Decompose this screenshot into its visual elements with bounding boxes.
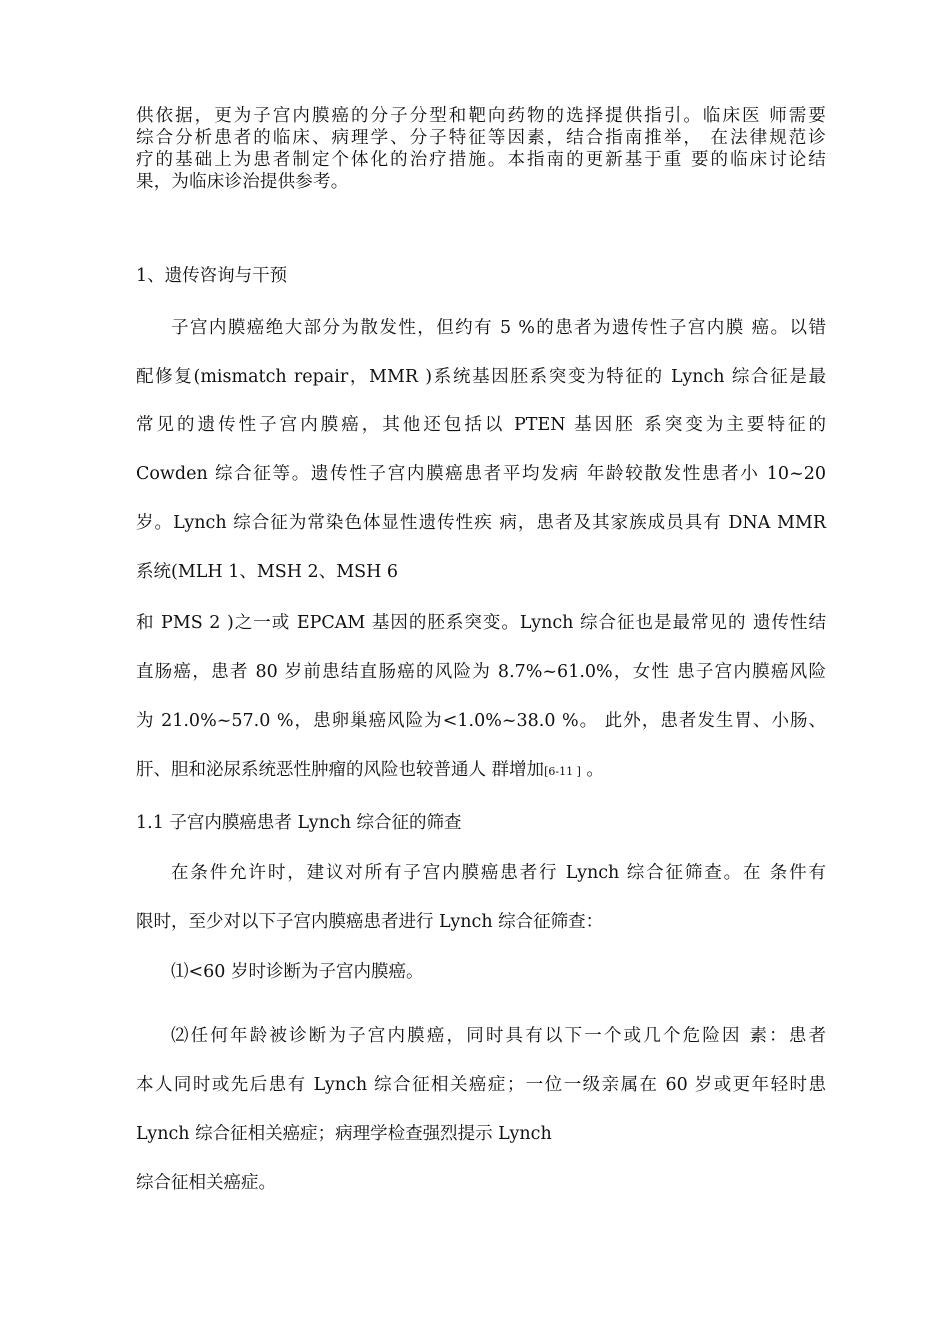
intro-line-4: 果，为临床诊治提供参考。 (136, 172, 349, 192)
list-item-2-line-3: Lynch 综合征相关癌症；病理学检查强烈提示 Lynch (136, 1124, 552, 1144)
s11-para1-line-1: 在条件允许时，建议对所有子宫内膜癌患者行 Lynch 综合征筛查。在 条件有 (171, 863, 826, 883)
section-heading-1: 1、遗传咨询与干预 (136, 266, 288, 286)
para1-line-6: 系统(MLH 1、MSH 2、MSH 6 (136, 562, 399, 582)
para2-line-1: 和 PMS 2 )之一或 EPCAM 基因的胚系突变。Lynch 综合征也是最常见的 遗传性结 (136, 613, 826, 633)
list-item-2-line-4: 综合征相关癌症。 (136, 1173, 276, 1193)
s11-para1-line-2: 限时，至少对以下子宫内膜癌患者进行 Lynch 综合征筛查： (136, 912, 604, 932)
para1-line-3: 常见的遗传性子宫内膜癌，其他还包括以 PTEN 基因胚 系突变为主要特征的 (136, 415, 826, 435)
list-item-2-line-1: ⑵任何年龄被诊断为子宫内膜癌，同时具有以下一个或几个危险因 素：患者 (171, 1026, 826, 1046)
para1-line-1: 子宫内膜癌绝大部分为散发性，但约有 5 %的患者为遗传性子宫内膜 癌。以错 (171, 318, 826, 338)
list-item-1: ⑴<60 岁时诊断为子宫内膜癌。 (171, 962, 424, 982)
para2-line-4-end: 。 (580, 760, 604, 780)
para1-line-2: 配修复(mismatch repair，MMR )系统基因胚系突变为特征的 Lynch 综合征是最 (136, 367, 826, 387)
list-item-2-line-2: 本人同时或先后患有 Lynch 综合征相关癌症；一位一级亲属在 60 岁或更年轻时患 (136, 1075, 826, 1095)
para2-line-2: 直肠癌，患者 80 岁前患结直肠癌的风险为 8.7%~61.0%，女性 患子宫内膜癌风险 (136, 662, 826, 682)
para1-line-5: 岁。Lynch 综合征为常染色体显性遗传性疾 病，患者及其家族成员具有 DNA MMR (136, 513, 826, 533)
citation: [6-11 ] (544, 765, 581, 778)
para2-line-4-text: 肝、胆和泌尿系统恶性肿瘤的风险也较普通人 群增加 (136, 760, 545, 780)
para1-line-4: Cowden 综合征等。遗传性子宫内膜癌患者平均发病 年龄较散发性患者小 10~20 (136, 464, 826, 484)
intro-line-2: 综合分析患者的临床、病理学、分子特征等因素，结合指南推举， 在法律规范诊 (136, 128, 826, 148)
intro-line-3: 疗的基础上为患者制定个体化的治疗措施。本指南的更新基于重 要的临床讨论结 (136, 150, 826, 170)
intro-line-1: 供依据，更为子宫内膜癌的分子分型和靶向药物的选择提供指引。临床医 师需要 (136, 106, 826, 126)
para2-line-4 (136, 759, 604, 783)
section-heading-1-1: 1.1 子宫内膜癌患者 Lynch 综合征的筛查 (136, 813, 462, 833)
para2-line-3: 为 21.0%~57.0 %，患卵巢癌风险为<1.0%~38.0 %。 此外，患者发生胃、小肠、 (136, 711, 826, 731)
